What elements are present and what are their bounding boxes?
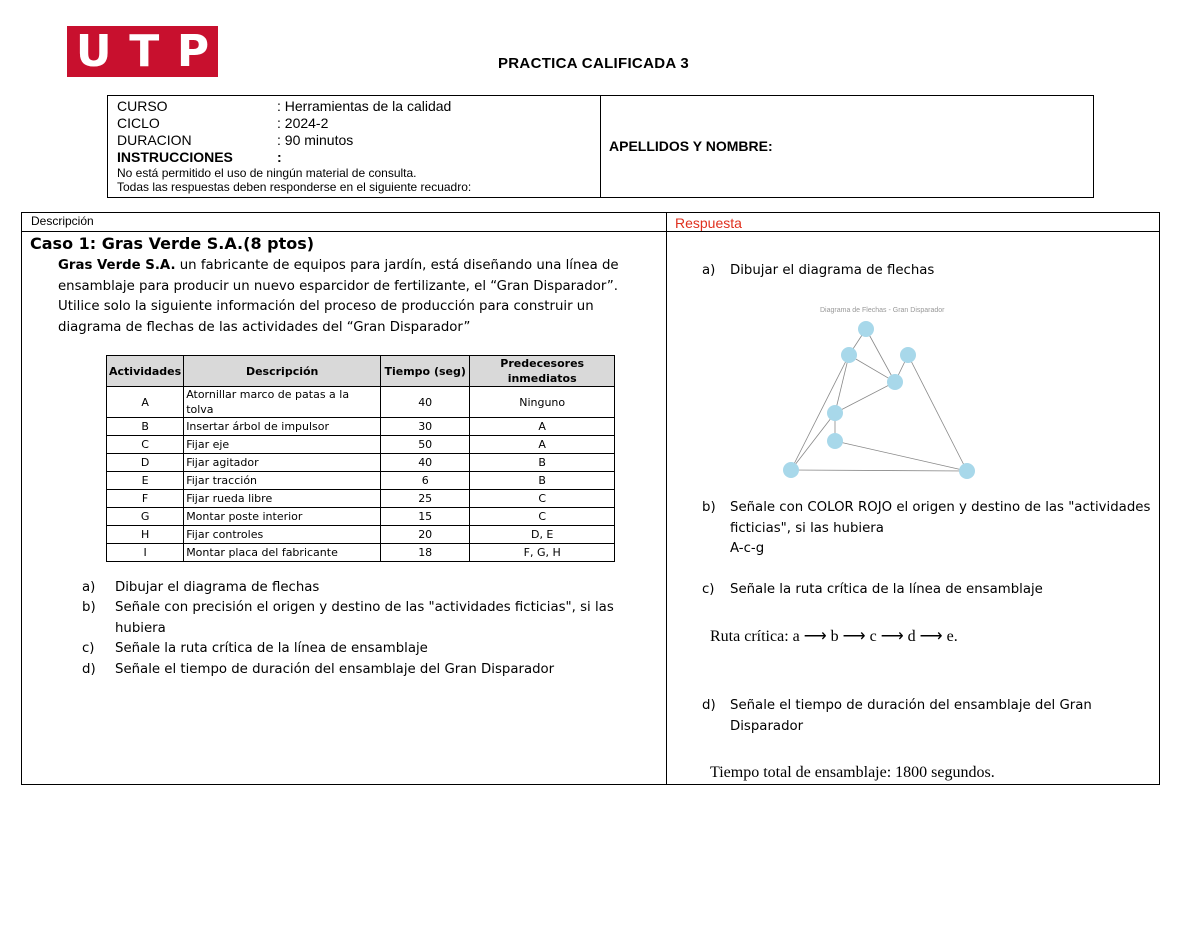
activity-id: E: [107, 472, 184, 490]
activity-time: 25: [381, 490, 470, 508]
question-text: Señale el tiempo de duración del ensamblaje del Gran Disparador: [115, 662, 555, 677]
diagram-node: [959, 463, 975, 479]
col-time: Tiempo (seg): [381, 356, 470, 387]
activity-desc: Fijar tracción: [184, 472, 381, 490]
edge: [866, 329, 895, 382]
table-row: [107, 526, 615, 544]
answer-header: Respuesta: [675, 215, 742, 231]
question-text: Dibujar el diagrama de flechas: [115, 580, 320, 595]
header-row-divider: [22, 231, 1159, 232]
activity-id: I: [107, 544, 184, 562]
activity-pred: A: [470, 436, 615, 454]
activity-time: 40: [381, 454, 470, 472]
activity-id: C: [107, 436, 184, 454]
activity-id: G: [107, 508, 184, 526]
course-value: : Herramientas de la calidad: [277, 98, 452, 114]
answer-letter: c): [702, 582, 715, 597]
case-title: Caso 1: Gras Verde S.A.(8 ptos): [30, 234, 315, 253]
activity-pred: C: [470, 490, 615, 508]
question-text: Señale con precisión el origen y destino de las "actividades ficticias", si las hubiera: [115, 600, 614, 636]
diagram-node: [858, 321, 874, 337]
question-text: Señale la ruta crítica de la línea de ensamblaje: [115, 641, 428, 656]
edge: [849, 355, 895, 382]
edge: [791, 470, 967, 471]
answer-prompt: Señale la ruta crítica de la línea de ensamblaje: [730, 582, 1043, 597]
activity-time: 40: [381, 387, 470, 418]
company-name: Gras Verde S.A.: [58, 258, 176, 273]
answer-prompt: Señale el tiempo de duración del ensamblaje del Gran Disparador: [730, 698, 1092, 734]
duration-value: : 90 minutos: [277, 132, 354, 148]
activity-id: H: [107, 526, 184, 544]
diagram-edges: [791, 329, 967, 471]
col-predecessors: Predecesores inmediatos: [470, 356, 615, 387]
activity-time: 15: [381, 508, 470, 526]
diagram-node: [900, 347, 916, 363]
diagram-title: Diagrama de Flechas - Gran Disparador: [820, 307, 945, 314]
cycle-value: : 2024-2: [277, 115, 329, 131]
activity-pred: F, G, H: [470, 544, 615, 562]
edge: [835, 441, 967, 471]
table-row: [107, 472, 615, 490]
edge: [835, 382, 895, 413]
diagram-nodes: [783, 321, 975, 479]
activity-time: 6: [381, 472, 470, 490]
table-row: [107, 436, 615, 454]
name-field-label: APELLIDOS Y NOMBRE:: [609, 138, 773, 154]
activity-pred: Ninguno: [470, 387, 615, 418]
table-row: [107, 387, 615, 418]
edge: [908, 355, 967, 471]
activity-desc: Insertar árbol de impulsor: [184, 418, 381, 436]
answer-prompt: Dibujar el diagrama de flechas: [730, 263, 935, 278]
answer-b-value: A-c-g: [730, 541, 765, 556]
activity-id: F: [107, 490, 184, 508]
logo-letter-u: U: [75, 26, 112, 77]
activity-desc: Fijar eje: [184, 436, 381, 454]
activity-time: 20: [381, 526, 470, 544]
col-description: Descripción: [184, 356, 381, 387]
activity-time: 30: [381, 418, 470, 436]
activity-pred: B: [470, 454, 615, 472]
diagram-node: [887, 374, 903, 390]
exam-table: [21, 212, 1160, 785]
question-letter: c): [82, 641, 95, 656]
answer-letter: d): [702, 698, 716, 713]
table-row: [107, 508, 615, 526]
table-row: [107, 454, 615, 472]
header-box: [107, 95, 1094, 198]
activities-header-row: [107, 356, 615, 387]
diagram-node: [783, 462, 799, 478]
col-activities: Actividades: [107, 356, 184, 387]
activity-time: 18: [381, 544, 470, 562]
case-intro-text: un fabricante de equipos para jardín, está diseñando una línea de ensamblaje para producir un nuevo esparcidor de fertilizante, el “Gran Disparador”. Utilice solo la siguiente información del proceso de producción para construir un diagrama de flechas de las actividades del “Gran Disparador”: [58, 258, 619, 335]
activity-pred: C: [470, 508, 615, 526]
activity-desc: Fijar controles: [184, 526, 381, 544]
activity-pred: B: [470, 472, 615, 490]
edge: [835, 355, 849, 413]
document-title: PRACTICA CALIFICADA 3: [498, 55, 690, 72]
diagram-node: [841, 347, 857, 363]
activity-desc: Montar placa del fabricante: [184, 544, 381, 562]
table-row: [107, 418, 615, 436]
activity-desc: Montar poste interior: [184, 508, 381, 526]
table-row: [107, 544, 615, 562]
course-label: CURSO: [117, 98, 168, 114]
utp-logo: [67, 26, 218, 77]
activity-desc: Fijar agitador: [184, 454, 381, 472]
answer-letter: b): [702, 500, 716, 515]
activity-pred: D, E: [470, 526, 615, 544]
arrow-diagram: [760, 300, 990, 485]
diagram-node: [827, 433, 843, 449]
instructions-colon: :: [277, 149, 282, 165]
table-row: [107, 490, 615, 508]
column-divider: [666, 213, 667, 784]
question-letter: b): [82, 600, 96, 615]
logo-letter-p: P: [176, 26, 210, 77]
critical-path-answer: Ruta crítica: a ⟶ b ⟶ c ⟶ d ⟶ e.: [710, 628, 958, 645]
activities-table: [106, 355, 615, 562]
answer-letter: a): [702, 263, 716, 278]
activity-pred: A: [470, 418, 615, 436]
question-letter: a): [82, 580, 96, 595]
duration-label: DURACION: [117, 132, 192, 148]
answer-prompt: Señale con COLOR ROJO el origen y destino de las "actividades ficticias", si las hubiera: [730, 500, 1151, 536]
diagram-node: [827, 405, 843, 421]
description-header: Descripción: [31, 214, 94, 228]
activity-id: A: [107, 387, 184, 418]
instructions-label: INSTRUCCIONES: [117, 149, 233, 165]
question-letter: d): [82, 662, 96, 677]
activity-desc: Atornillar marco de patas a la tolva: [184, 387, 381, 418]
case-intro: [58, 256, 648, 338]
instruction-line-1: No está permitido el uso de ningún material de consulta.: [117, 166, 417, 180]
activity-desc: Fijar rueda libre: [184, 490, 381, 508]
cycle-label: CICLO: [117, 115, 160, 131]
course-info: [108, 96, 601, 197]
instruction-line-2: Todas las respuestas deben responderse en el siguiente recuadro:: [117, 180, 472, 194]
activity-id: D: [107, 454, 184, 472]
total-time-answer: Tiempo total de ensamblaje: 1800 segundos.: [710, 764, 995, 781]
activity-time: 50: [381, 436, 470, 454]
activity-id: B: [107, 418, 184, 436]
logo-letter-t: T: [129, 26, 160, 77]
